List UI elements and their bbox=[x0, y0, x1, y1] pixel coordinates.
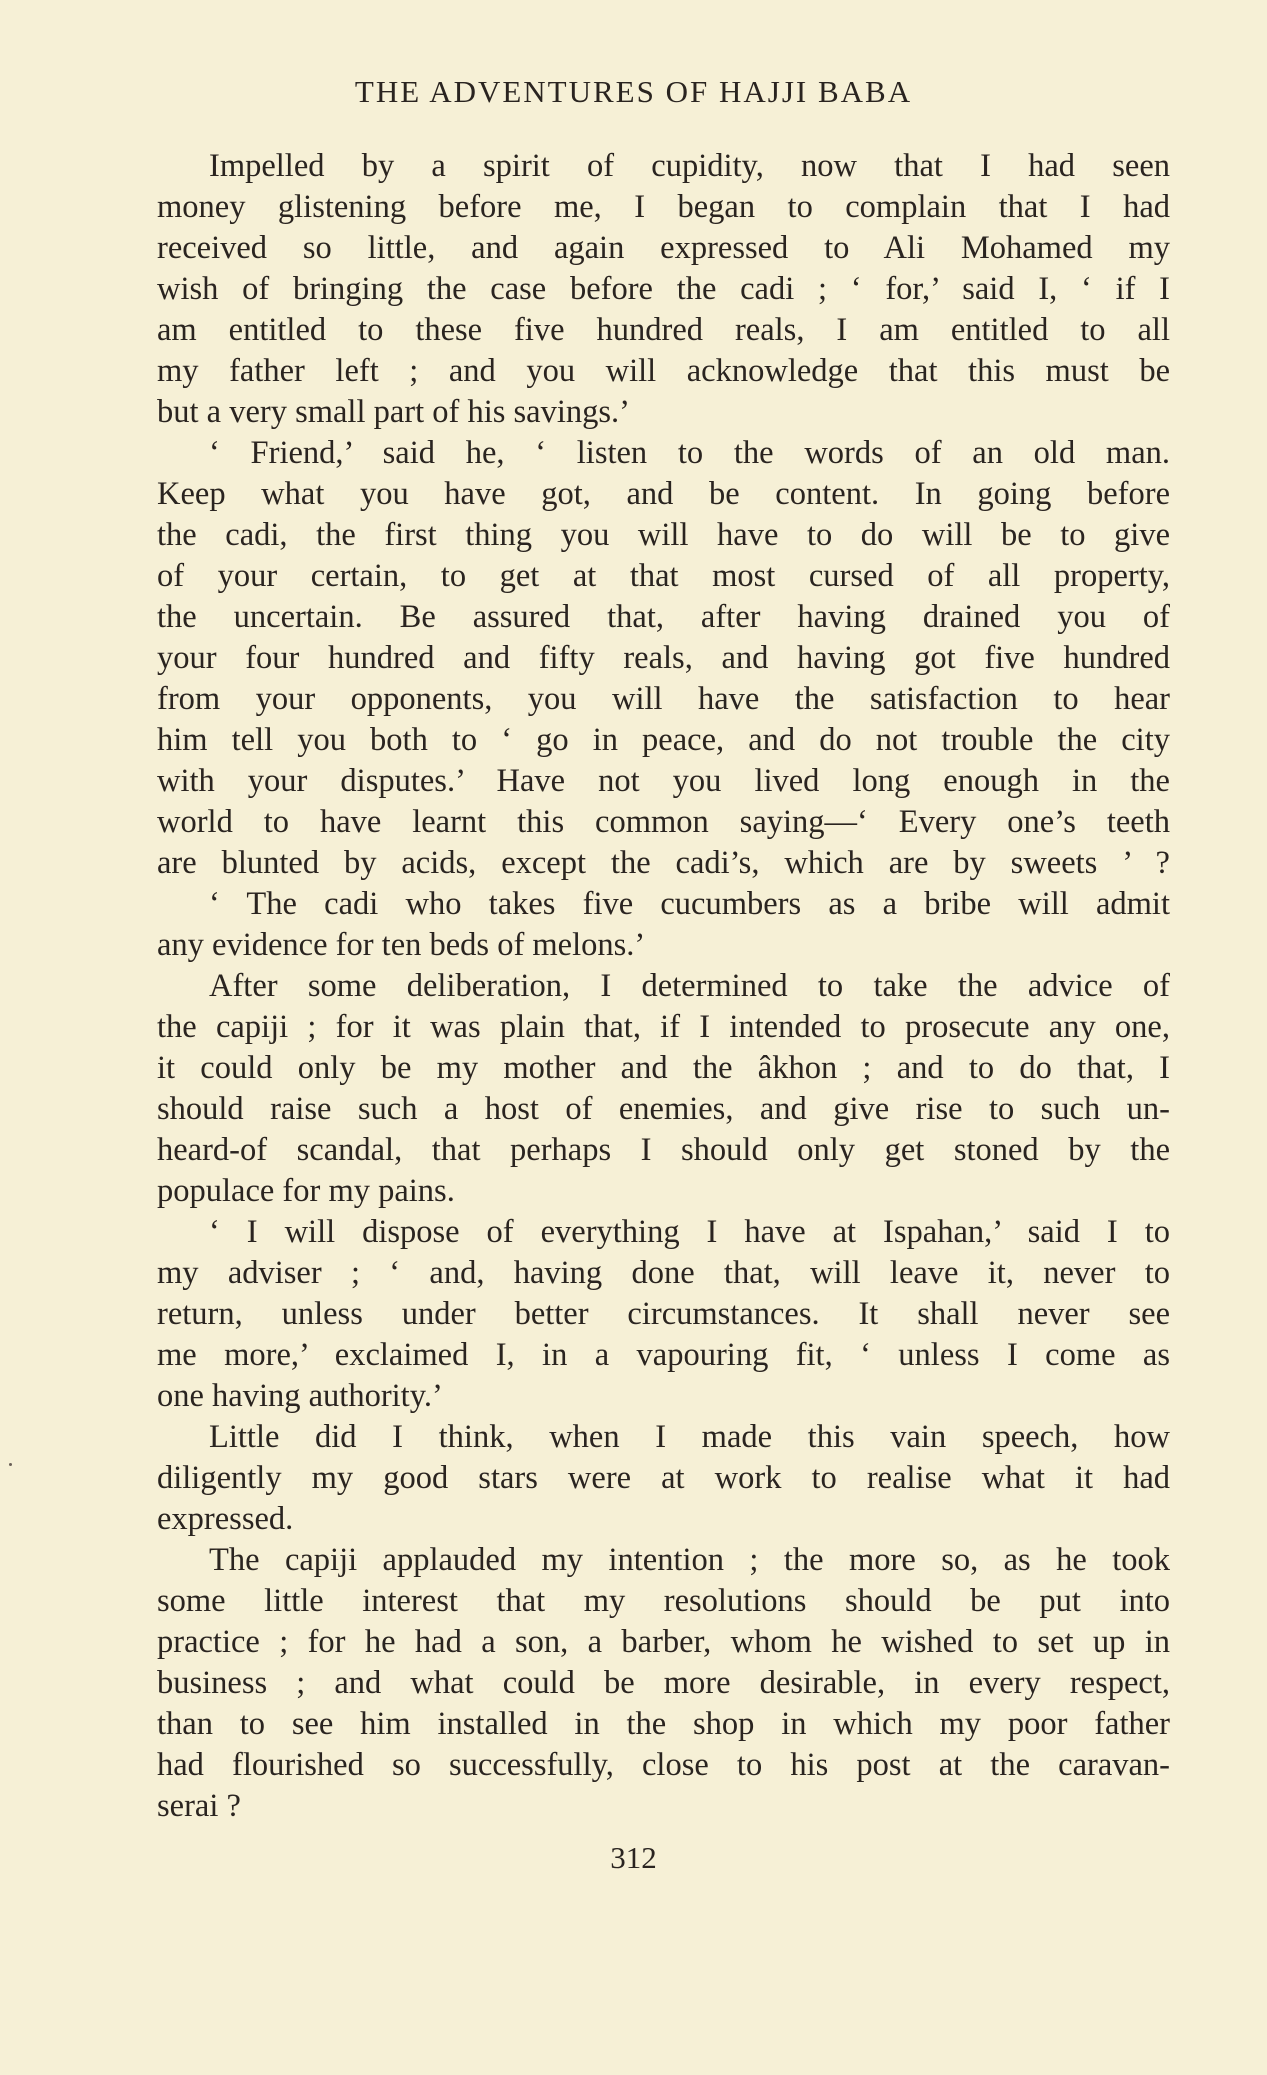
text-line: any evidence for ten beds of melons.’ bbox=[157, 927, 646, 963]
text-line: populace for my pains. bbox=[157, 1173, 455, 1209]
text-line: it could only be my mother and the âkhon ; and to do that, I bbox=[157, 1050, 1170, 1086]
text-line: him tell you both to ‘ go in peace, and do not trouble the city bbox=[157, 722, 1170, 758]
text-line: my father left ; and you will acknowledge that this must be bbox=[157, 353, 1170, 389]
text-line: of your certain, to get at that most cursed of all property, bbox=[157, 558, 1170, 594]
text-line: business ; and what could be more desirable, in every respect, bbox=[157, 1665, 1170, 1701]
text-line: diligently my good stars were at work to realise what it had bbox=[157, 1460, 1170, 1496]
text-line: The capiji applauded my intention ; the more so, as he took bbox=[209, 1542, 1170, 1578]
text-line: had flourished so successfully, close to his post at the caravan- bbox=[157, 1747, 1170, 1783]
text-line: serai ? bbox=[157, 1788, 241, 1824]
text-line: heard-of scandal, that perhaps I should only get stoned by the bbox=[157, 1132, 1170, 1168]
text-line: one having authority.’ bbox=[157, 1378, 443, 1414]
text-line: the cadi, the first thing you will have to do will be to give bbox=[157, 517, 1170, 553]
margin-speck bbox=[9, 1463, 12, 1466]
text-line: should raise such a host of enemies, and give rise to such un- bbox=[157, 1091, 1170, 1127]
text-line: some little interest that my resolutions should be put into bbox=[157, 1583, 1170, 1619]
page-number: 312 bbox=[610, 1840, 657, 1875]
text-line: the uncertain. Be assured that, after having drained you of bbox=[157, 599, 1170, 635]
text-line: am entitled to these five hundred reals, I am entitled to all bbox=[157, 312, 1170, 348]
text-line: than to see him installed in the shop in which my poor father bbox=[157, 1706, 1170, 1742]
text-line: wish of bringing the case before the cadi ; ‘ for,’ said I, ‘ if I bbox=[157, 271, 1170, 307]
text-line: but a very small part of his savings.’ bbox=[157, 394, 630, 430]
text-line: return, unless under better circumstances. It shall never see bbox=[157, 1296, 1170, 1332]
text-line: expressed. bbox=[157, 1501, 294, 1537]
text-line: are blunted by acids, except the cadi’s, which are by sweets ’ ? bbox=[157, 845, 1170, 881]
text-line: world to have learnt this common saying—‘ Every one’s teeth bbox=[157, 804, 1170, 840]
text-line: ‘ Friend,’ said he, ‘ listen to the words of an old man. bbox=[209, 435, 1170, 471]
text-line: your four hundred and fifty reals, and having got five hundred bbox=[157, 640, 1170, 676]
text-line: After some deliberation, I determined to take the advice of bbox=[209, 968, 1170, 1004]
text-line: Keep what you have got, and be content. In going before bbox=[157, 476, 1170, 512]
text-line: my adviser ; ‘ and, having done that, will leave it, never to bbox=[157, 1255, 1170, 1291]
text-line: ‘ I will dispose of everything I have at Ispahan,’ said I to bbox=[209, 1214, 1170, 1250]
text-line: ‘ The cadi who takes five cucumbers as a bribe will admit bbox=[209, 886, 1170, 922]
text-line: practice ; for he had a son, a barber, whom he wished to set up in bbox=[157, 1624, 1170, 1660]
text-line: me more,’ exclaimed I, in a vapouring fit, ‘ unless I come as bbox=[157, 1337, 1170, 1373]
text-line: Little did I think, when I made this vain speech, how bbox=[209, 1419, 1170, 1455]
text-line: money glistening before me, I began to complain that I had bbox=[157, 189, 1170, 225]
text-line: with your disputes.’ Have not you lived long enough in the bbox=[157, 763, 1170, 799]
text-line: from your opponents, you will have the satisfaction to hear bbox=[157, 681, 1170, 717]
running-head: THE ADVENTURES OF HAJJI BABA bbox=[354, 74, 913, 109]
text-line: the capiji ; for it was plain that, if I intended to prosecute any one, bbox=[157, 1009, 1170, 1045]
text-line: Impelled by a spirit of cupidity, now that I had seen bbox=[209, 148, 1170, 184]
body-text bbox=[157, 146, 1170, 1827]
text-line: received so little, and again expressed to Ali Mohamed my bbox=[157, 230, 1170, 266]
